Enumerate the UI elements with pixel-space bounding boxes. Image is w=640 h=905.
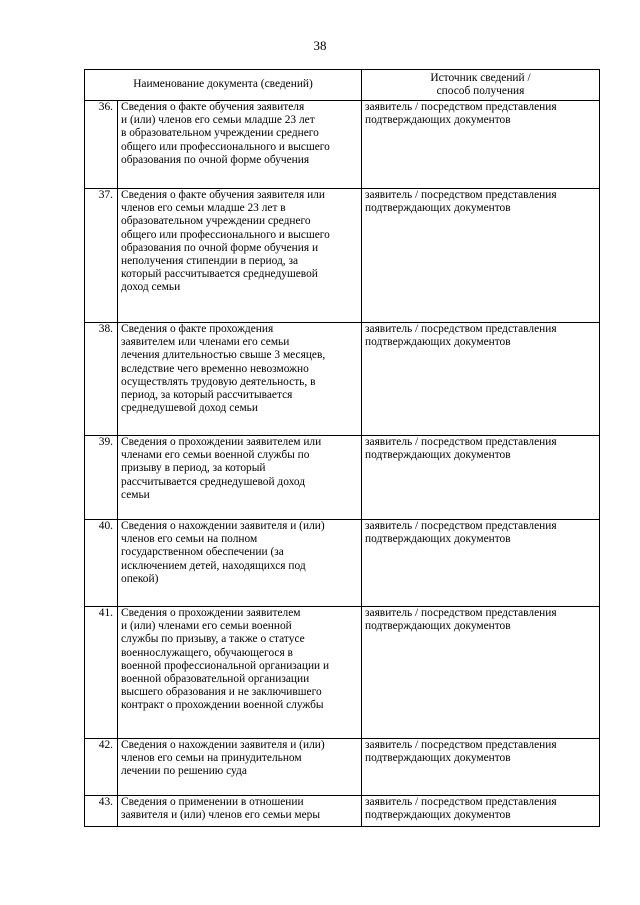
name-line: неполучения стипендии в период, за: [121, 255, 299, 268]
name-line: контракт о прохождении военной службы: [121, 699, 324, 712]
name-line: Сведения о нахождении заявителя и (или): [121, 739, 325, 751]
row-document-name: [118, 189, 362, 323]
row-source: [362, 436, 600, 520]
table-body: [85, 101, 600, 827]
table-row: [85, 796, 600, 827]
name-line: доход семьи: [121, 281, 181, 294]
name-line: членами его семьи военной службы по: [121, 449, 310, 462]
row-source: [362, 607, 600, 739]
header-document-name: Наименование документа (сведений): [85, 70, 362, 101]
source-line: подтверждающих документов: [365, 202, 511, 215]
name-line: членов его семьи на полном: [121, 533, 258, 546]
table-row: [85, 436, 600, 520]
name-line: военной профессиональной организации и: [121, 659, 330, 672]
name-line: заявителем или членами его семьи: [121, 336, 290, 349]
name-line: членов его семьи на принудительном: [121, 752, 302, 765]
source-line: подтверждающих документов: [365, 752, 511, 765]
table-row: [85, 101, 600, 189]
header-source: [362, 70, 600, 101]
name-line: опекой): [121, 572, 159, 585]
name-line: образовательном учреждении среднего: [121, 215, 311, 228]
table-row: [85, 323, 600, 436]
name-line: исключением детей, находящихся под: [121, 559, 306, 572]
name-line: общего или профессионального и высшего: [121, 140, 330, 153]
table-row: [85, 739, 600, 796]
source-line: заявитель / посредством представления: [365, 189, 557, 201]
name-line: лечения длительностью свыше 3 месяцев,: [121, 349, 326, 362]
name-line: призыву в период, за который: [121, 462, 266, 475]
source-line: заявитель / посредством представления: [365, 607, 557, 619]
name-line: военнослужащего, обучающегося в: [121, 646, 293, 659]
row-number: 37.: [85, 189, 118, 323]
source-line: подтверждающих документов: [365, 809, 511, 822]
row-document-name: [118, 101, 362, 189]
row-document-name: [118, 796, 362, 827]
source-line: заявитель / посредством представления: [365, 520, 557, 532]
row-document-name: [118, 323, 362, 436]
name-line: вследствие чего временно невозможно: [121, 362, 309, 375]
name-line: Сведения о факте обучения заявителя: [121, 101, 305, 113]
table-row: [85, 189, 600, 323]
name-line: Сведения о нахождении заявителя и (или): [121, 520, 325, 532]
name-line: лечении по решению суда: [121, 765, 247, 778]
header-source-line-2: способ получения: [436, 85, 525, 97]
row-source: [362, 101, 600, 189]
source-line: заявитель / посредством представления: [365, 796, 557, 808]
name-line: Сведения о применении в отношении: [121, 796, 304, 808]
table-row: [85, 520, 600, 607]
header-source-line-1: Источник сведений /: [430, 71, 531, 84]
table-header-row: [85, 70, 600, 101]
page-number: 38: [313, 38, 327, 53]
row-document-name: [118, 739, 362, 796]
name-line: военной образовательной организации: [121, 673, 310, 686]
table-row: [85, 607, 600, 739]
name-line: Сведения о прохождении заявителем: [121, 607, 301, 619]
name-line: семьи: [121, 488, 150, 501]
name-line: службы по призыву, а также о статусе: [121, 633, 305, 646]
source-line: заявитель / посредством представления: [365, 739, 557, 751]
name-line: общего или профессионального и высшего: [121, 228, 330, 241]
row-number: 40.: [85, 520, 118, 607]
source-line: подтверждающих документов: [365, 620, 511, 633]
row-number: 39.: [85, 436, 118, 520]
source-line: подтверждающих документов: [365, 533, 511, 546]
name-line: высшего образования и не заключившего: [121, 686, 322, 699]
source-line: заявитель / посредством представления: [365, 101, 557, 113]
row-source: [362, 796, 600, 827]
source-line: заявитель / посредством представления: [365, 436, 557, 448]
name-line: Сведения о прохождении заявителем или: [121, 436, 322, 448]
name-line: образования по очной форме обучения: [121, 153, 310, 166]
name-line: в образовательном учреждении среднего: [121, 127, 319, 140]
name-line: членов его семьи младше 23 лет в: [121, 202, 286, 215]
name-line: государственном обеспечении (за: [121, 546, 284, 559]
name-line: Сведения о факте обучения заявителя или: [121, 189, 325, 201]
name-line: период, за который рассчитывается: [121, 389, 293, 402]
name-line: и (или) членами его семьи военной: [121, 620, 292, 633]
row-source: [362, 739, 600, 796]
name-line: который рассчитывается среднедушевой: [121, 268, 318, 281]
row-number: 36.: [85, 101, 118, 189]
row-source: [362, 323, 600, 436]
name-line: образования по очной форме обучения и: [121, 241, 319, 254]
row-number: 43.: [85, 796, 118, 827]
name-line: заявителя и (или) членов его семьи меры: [121, 809, 321, 822]
row-document-name: [118, 436, 362, 520]
name-line: Сведения о факте прохождения: [121, 323, 274, 335]
name-line: и (или) членов его семьи младше 23 лет: [121, 114, 315, 127]
name-line: среднедушевой доход семьи: [121, 402, 258, 415]
source-line: подтверждающих документов: [365, 114, 511, 127]
source-line: подтверждающих документов: [365, 336, 511, 349]
name-line: рассчитывается среднедушевой доход: [121, 475, 306, 488]
row-number: 42.: [85, 739, 118, 796]
source-line: заявитель / посредством представления: [365, 323, 557, 335]
row-source: [362, 189, 600, 323]
row-source: [362, 520, 600, 607]
row-number: 41.: [85, 607, 118, 739]
name-line: осуществлять трудовую деятельность, в: [121, 375, 316, 388]
source-line: подтверждающих документов: [365, 449, 511, 462]
row-document-name: [118, 520, 362, 607]
row-number: 38.: [85, 323, 118, 436]
row-document-name: [118, 607, 362, 739]
documents-table: [84, 69, 600, 827]
